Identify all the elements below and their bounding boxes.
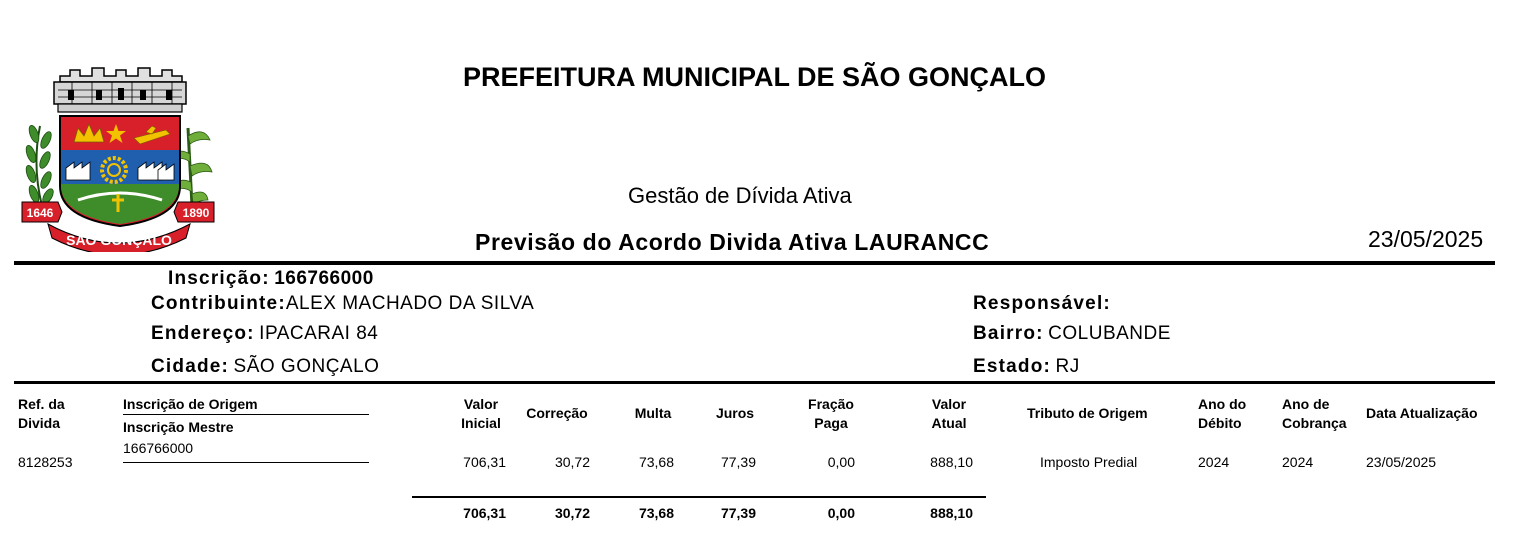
svg-text:1646: 1646 [26,206,54,220]
col-correcao: Correção [526,405,588,421]
inscricao-line [168,268,374,290]
col-tributo-origem: Tributo de Origem [1027,405,1148,421]
info-divider [14,381,1495,384]
total-juros: 77,39 [720,505,756,521]
bairro-line [973,323,1171,345]
col-fracao-paga: Fração Paga [808,396,854,431]
cell-fracao-paga: 0,00 [827,454,855,470]
cidade-value: SÃO GONÇALO [233,356,380,377]
cell-valor-atual: 888,10 [930,454,973,470]
cell-multa: 73,68 [638,454,674,470]
col-valor-atual: Valor Atual [931,396,967,431]
page-subtitle: Gestão de Dívida Ativa [628,183,852,208]
shield [60,116,180,226]
col-inscricao-mestre: Inscrição Mestre [123,419,234,435]
endereco-label: Endereço: [151,323,255,344]
total-valor-inicial: 706,31 [463,505,506,521]
coat-of-arms [18,66,218,252]
estado-value: RJ [1055,356,1080,377]
laurel-branch [24,124,55,206]
cell-ano-debito: 2024 [1198,454,1230,470]
cell-inscricao-mestre: 166766000 [123,440,194,456]
estado-label: Estado: [973,356,1052,377]
svg-text:1890: 1890 [182,206,210,220]
endereco-value: IPACARAI 84 [259,323,379,344]
page-title: PREFEITURA MUNICIPAL DE SÃO GONÇALO [462,62,1047,92]
header-divider [14,261,1495,265]
col-inscricao-origem: Inscrição de Origem [123,396,258,412]
col-ano-cobranca: Ano de Cobrança [1282,396,1347,431]
estado-line [973,356,1080,378]
col-data-atualizacao: Data Atualização [1366,405,1478,421]
endereco-line [151,323,378,345]
total-multa: 73,68 [638,505,674,521]
report-date: 23/05/2025 [1368,226,1484,252]
inscricao-label: Inscrição: [168,268,270,289]
contribuinte-line [151,293,534,315]
col-valor-inicial: Valor Inicial [461,396,501,431]
cell-ano-cobranca: 2024 [1282,454,1314,470]
totals-divider [412,496,986,498]
contribuinte-label: Contribuinte: [151,293,286,314]
bairro-label: Bairro: [973,323,1044,344]
cell-underline [123,462,369,463]
total-correcao: 30,72 [554,505,590,521]
responsavel-label: Responsável: [973,293,1111,314]
col-multa: Multa [634,405,672,421]
cell-valor-inicial: 706,31 [463,454,506,470]
inscricao-value: 166766000 [274,268,374,289]
responsavel-line [973,293,1111,315]
col-ano-debito: Ano do Débito [1198,396,1247,431]
cell-data-atualizacao: 23/05/2025 [1366,454,1437,470]
cell-ref: 8128253 [18,454,73,470]
svg-text:SÃO GONÇALO: SÃO GONÇALO [66,232,172,248]
bairro-value: COLUBANDE [1048,323,1171,344]
total-valor-atual: 888,10 [930,505,973,521]
cell-tributo: Imposto Predial [1040,454,1138,470]
contribuinte-value: ALEX MACHADO DA SILVA [285,293,535,314]
col-juros: Juros [715,405,755,421]
report-title: Previsão do Acordo Divida Ativa LAURANCC [475,229,990,255]
cidade-line [151,356,379,378]
total-fracao-paga: 0,00 [827,505,855,521]
cell-juros: 77,39 [720,454,756,470]
cell-correcao: 30,72 [554,454,590,470]
cidade-label: Cidade: [151,356,230,377]
col-ref: Ref. da Divida [18,396,65,431]
header-underline [123,414,369,415]
